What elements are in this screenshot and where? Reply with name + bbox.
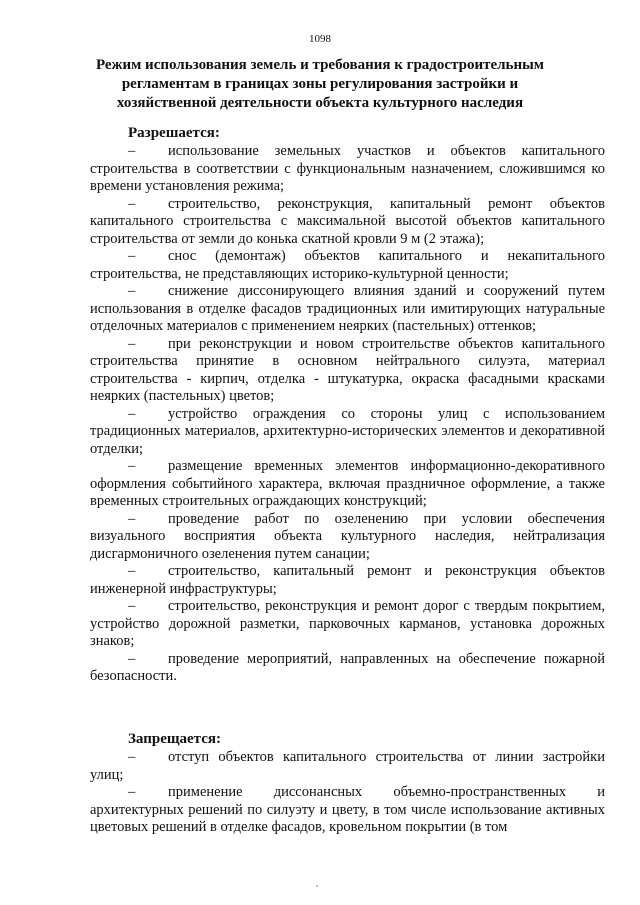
list-dash: – xyxy=(128,784,136,800)
allowed-heading: Разрешается: xyxy=(128,125,220,141)
document-title: Режим использования земель и требования к градостроительным регламентам в границах зоны регулирования застройки и хозяйственной деятельности объекта культурного наследия xyxy=(95,57,545,111)
list-item: – устройство ограждения со стороны улиц с использованием традиционных материалов, архитектурно-исторических элементов и декоративной отделки; xyxy=(90,405,605,457)
list-dash: – xyxy=(128,749,136,765)
list-item: – проведение работ по озеленению при условии обеспечения визуального восприятия объекта культурного наследия, нейтрализация дисгармоничного озеленения путем санации; xyxy=(90,510,605,562)
list-dash: – xyxy=(128,195,136,212)
list-dash: – xyxy=(128,598,136,614)
list-dash: – xyxy=(128,335,136,352)
list-dash: – xyxy=(128,458,136,474)
list-item: – строительство, капитальный ремонт и реконструкция объектов инженерной инфраструктуры; xyxy=(90,563,605,597)
list-item: – размещение временных элементов информационно-декоративного оформления событийного характера, включая праздничное оформление, а также временных строительных ограждающих конструкций; xyxy=(90,458,605,509)
list-item: – отступ объектов капитального строительства от линии застройки улиц; xyxy=(90,749,605,783)
list-dash: – xyxy=(128,405,136,422)
list-dash: – xyxy=(128,143,136,159)
list-item: – строительство, реконструкция, капитальный ремонт объектов капитального строительства с максимальной высотой объектов капитального строительства от земли до конька скатной кровли 9 м (2 этажа); xyxy=(90,195,605,247)
list-item: – снос (демонтаж) объектов капитального и некапитального строительства, не представляющих историко-культурной ценности; xyxy=(90,248,605,282)
list-dash: – xyxy=(128,650,136,667)
list-dash: – xyxy=(128,563,136,579)
list-item: – при реконструкции и новом строительстве объектов капитального строительства принятие в основном нейтрального силуэта, материал строительства - кирпич, отделка - штукатурка, окраска фасадными красками неярких (пастельных) цветов; xyxy=(90,335,605,404)
list-item: – снижение диссонирующего влияния зданий и сооружений путем использования в отделке фасадов традиционных или имитирующих натуральные отделочных материалов с применением неярких (пастельных) оттенков; xyxy=(90,283,605,334)
list-item: – строительство, реконструкция и ремонт дорог с твердым покрытием, устройство дорожной разметки, парковочных карманов, установка дорожных знаков; xyxy=(90,598,605,649)
list-item: – использование земельных участков и объектов капитального строительства в соответствии с функциональным назначением, сложившимся ко времени установления режима; xyxy=(90,143,605,194)
scan-dot xyxy=(316,885,318,887)
list-dash: – xyxy=(128,510,136,527)
page-number: 1098 xyxy=(309,33,331,45)
allowed-list xyxy=(90,143,605,686)
list-dash: – xyxy=(128,248,136,264)
list-dash: – xyxy=(128,283,136,299)
list-item: – применение диссонансных объемно-пространственных и архитектурных решений по силуэту и цвету, в том числе использование активных цветовых решений в отделке фасадов, кровельном покрытии (в том xyxy=(90,784,605,835)
list-item: – проведение мероприятий, направленных на обеспечение пожарной безопасности. xyxy=(90,650,605,684)
forbidden-list xyxy=(90,749,605,837)
forbidden-heading: Запрещается: xyxy=(128,731,222,747)
